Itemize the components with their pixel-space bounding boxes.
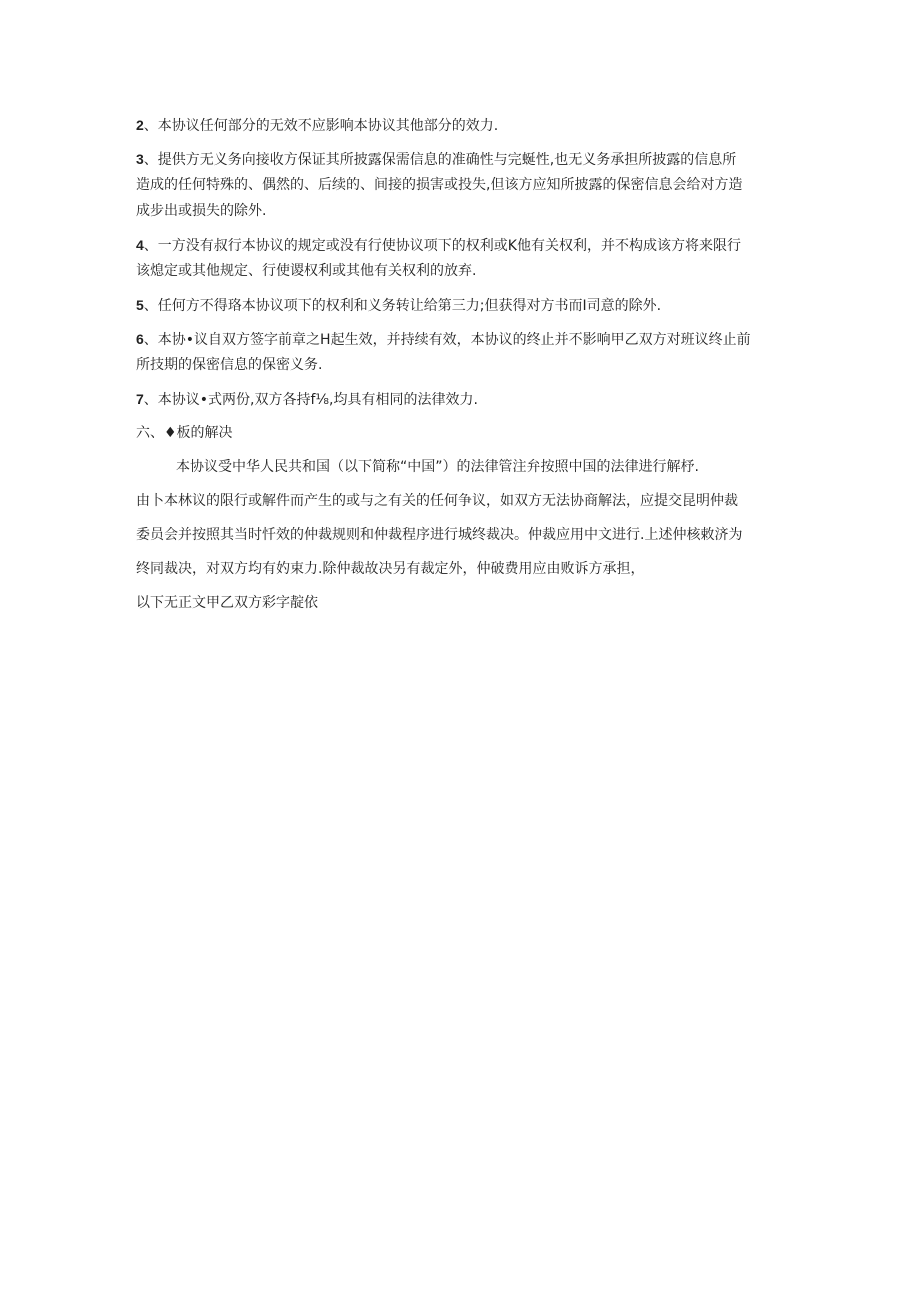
- paragraph-line: 由卜本林议的限行或解件而产生的或与之有关的任何争议，如双方无法协商解法，应提交昆明仲裁: [136, 493, 738, 509]
- dispute-resolution-paragraph: [136, 454, 796, 582]
- clause-line: [136, 386, 796, 412]
- clause-number: 5: [136, 297, 144, 313]
- paragraph-first-line: 本协议受中华人民共和国（以下简称“中国”）的法律管注弁按照中国的法律进行解杼.: [176, 459, 699, 475]
- clause-2: [136, 112, 796, 138]
- clause-line: [136, 232, 796, 258]
- clause-text: 、本协议任何部分的无效不应影响本协议其他部分的效力.: [143, 118, 499, 134]
- clause-text: 、提供方无义务向接收方保证其所披露保需信息的准确性与完蜒性,也无义务承担所披露的信息所: [143, 152, 737, 168]
- clause-line: [136, 112, 796, 138]
- clause-6: [136, 326, 796, 378]
- paragraph-line: 委员会并按照其当时忏效的仲裁规则和仲裁程序进行城终裁决。仲裁应用中文进行.上述仲核敕济为: [136, 527, 743, 543]
- clause-4: [136, 232, 796, 284]
- clause-text: 、一方没有叔行本协议的规定或没有行使协议项下的权利或K他有关权利，并不构成该方将来限行: [143, 238, 741, 254]
- clause-line: 成步出或损失的除外.: [136, 203, 267, 219]
- clause-line: [136, 292, 796, 318]
- clause-line: [136, 326, 796, 352]
- clause-number: 7: [136, 391, 144, 407]
- clause-text: 、本协•议自双方签字前章之H起生效，并持续有效，本协议的终止并不影响甲乙双方对班议终止前: [143, 332, 751, 348]
- clause-line: 该熄定或其他规定、行使谡权利或其他有关权利的放弃.: [136, 263, 477, 279]
- clause-text: 、任何方不得珞本协议项下的权利和义务转让给第三力;但获得对方书而I司意的除外.: [143, 298, 662, 314]
- clause-text: 、本协议•式两份,双方各持f⅛,均具有相同的法律效力.: [143, 392, 478, 408]
- closing-line: 以下无正文甲乙双方彩字靛依: [136, 595, 318, 611]
- clause-number: 3: [136, 151, 144, 167]
- section-heading: 六、♦板的解决: [136, 425, 233, 441]
- clause-7: [136, 386, 796, 412]
- clause-line: 所技期的保密信息的保密义务.: [136, 357, 323, 373]
- clause-number: 4: [136, 237, 144, 253]
- clause-line: [136, 146, 796, 172]
- paragraph-line: 终同裁决，对双方均有妁束力.除仲裁故决另有裁定外，仲破费用应由败诉方承担，: [136, 561, 645, 577]
- clause-number: 2: [136, 117, 144, 133]
- clause-3: [136, 146, 796, 224]
- clause-5: [136, 292, 796, 318]
- clause-number: 6: [136, 331, 144, 347]
- document-body: [136, 112, 796, 616]
- clause-line: 造成的任何特殊的、偶然的、后续的、间接的损害或投失,但该方应知所披露的保密信息会给对方造: [136, 177, 743, 193]
